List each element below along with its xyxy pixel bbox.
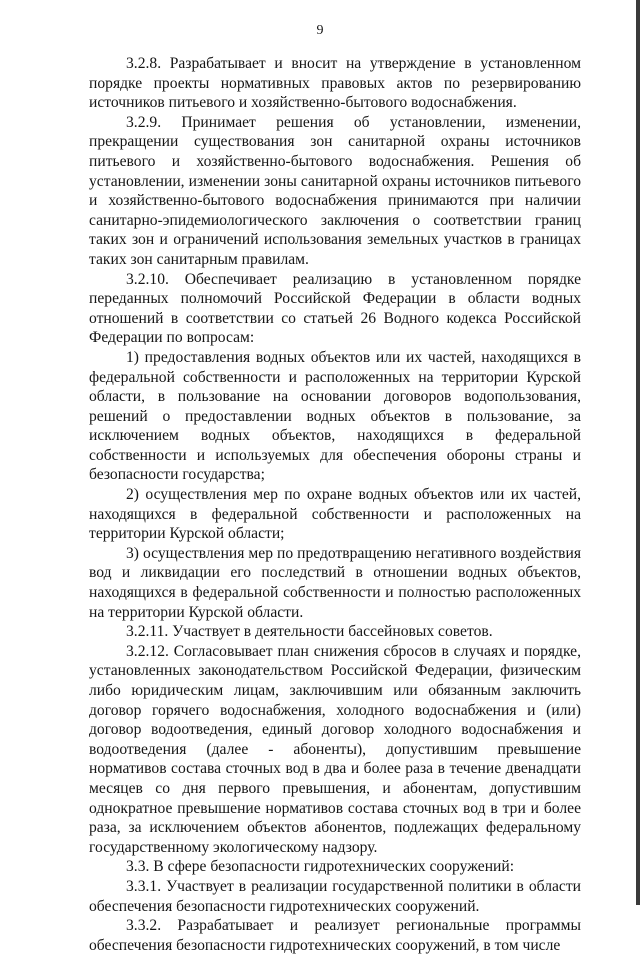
paragraph-3-2-8: 3.2.8. Разрабатывает и вносит на утверждение в установленном порядке проекты нормативных правовых актов по резервированию источников питьевого и хозяйственно-бытового водоснабжения. [89, 55, 581, 112]
list-item-2: 2) осуществления мер по охране водных объектов или их частей, находящихся в федеральной собственности и расположенных на территории Курской области; [89, 486, 581, 543]
list-item-1: 1) предоставления водных объектов или их частей, находящихся в федеральной собственности и расположенных на территории Курской области, в пользование на основании договоров водопользования, решений о предоставлении водных объектов в пользование, за исключением водных объектов, находящихся в федеральной собственности и используемых для обеспечения обороны страны и безопасности государства; [89, 348, 581, 484]
list-item-3: 3) осуществления мер по предотвращению негативного воздействия вод и ликвидации его последствий в отношении водных объектов, находящихся в федеральной собственности и полностью расположенных на территории Курской области. [89, 544, 581, 621]
paragraph-3-3: 3.3. В сфере безопасности гидротехнических сооружений: [126, 858, 515, 876]
paragraph-3-3-1: 3.3.1. Участвует в реализации государственной политики в области обеспечения безопасности гидротехнических сооружений. [89, 877, 581, 915]
paragraph-3-2-9: 3.2.9. Принимает решения об установлении, изменении, прекращении существования зон санитарной охраны источников питьевого и хозяйственно-бытового водоснабжения. Решения об установлении, изменении зоны санитарной охраны источников питьевого и хозяйственно-бытового водоснабжения принимаются при наличии санитарно-эпидемиологического заключения о соответствии границ таких зон и ограничений использования земельных участков в границах таких зон санитарным правилам. [89, 113, 581, 268]
page-number: 9 [316, 23, 324, 38]
paragraph-3-2-10: 3.2.10. Обеспечивает реализацию в установленном порядке переданных полномочий Российской Федерации в области водных отношений в соответствии со статьей 26 Водного кодекса Российской Федерации по вопросам: [89, 270, 581, 347]
paragraph-3-3-2: 3.3.2. Разрабатывает и реализует региональные программы обеспечения безопасности гидротехнических сооружений, в том числе [89, 917, 581, 954]
paragraph-3-2-12: 3.2.12. Согласовывает план снижения сбросов в случаях и порядке, установленных законодательством Российской Федерации, физическим либо юридическим лицам, заключившим или обязанным заключить договор горячего водоснабжения, холодного водоснабжения и (или) договор водоотведения, единый договор холодного водоснабжения и водоотведения (далее - абоненты), допустившим превышение нормативов состава сточных вод в два и более раза в течение двенадцати месяцев со дня первого превышения, и абонентам, допустившим однократное превышение нормативов состава сточных вод в три и более раза, за исключением объектов абонентов, подлежащих федеральному государственному экологическому надзору. [89, 642, 581, 856]
document-body [89, 54, 581, 955]
scan-edge-divider [636, 0, 640, 905]
paragraph-3-2-11: 3.2.11. Участвует в деятельности бассейновых советов. [126, 623, 493, 641]
